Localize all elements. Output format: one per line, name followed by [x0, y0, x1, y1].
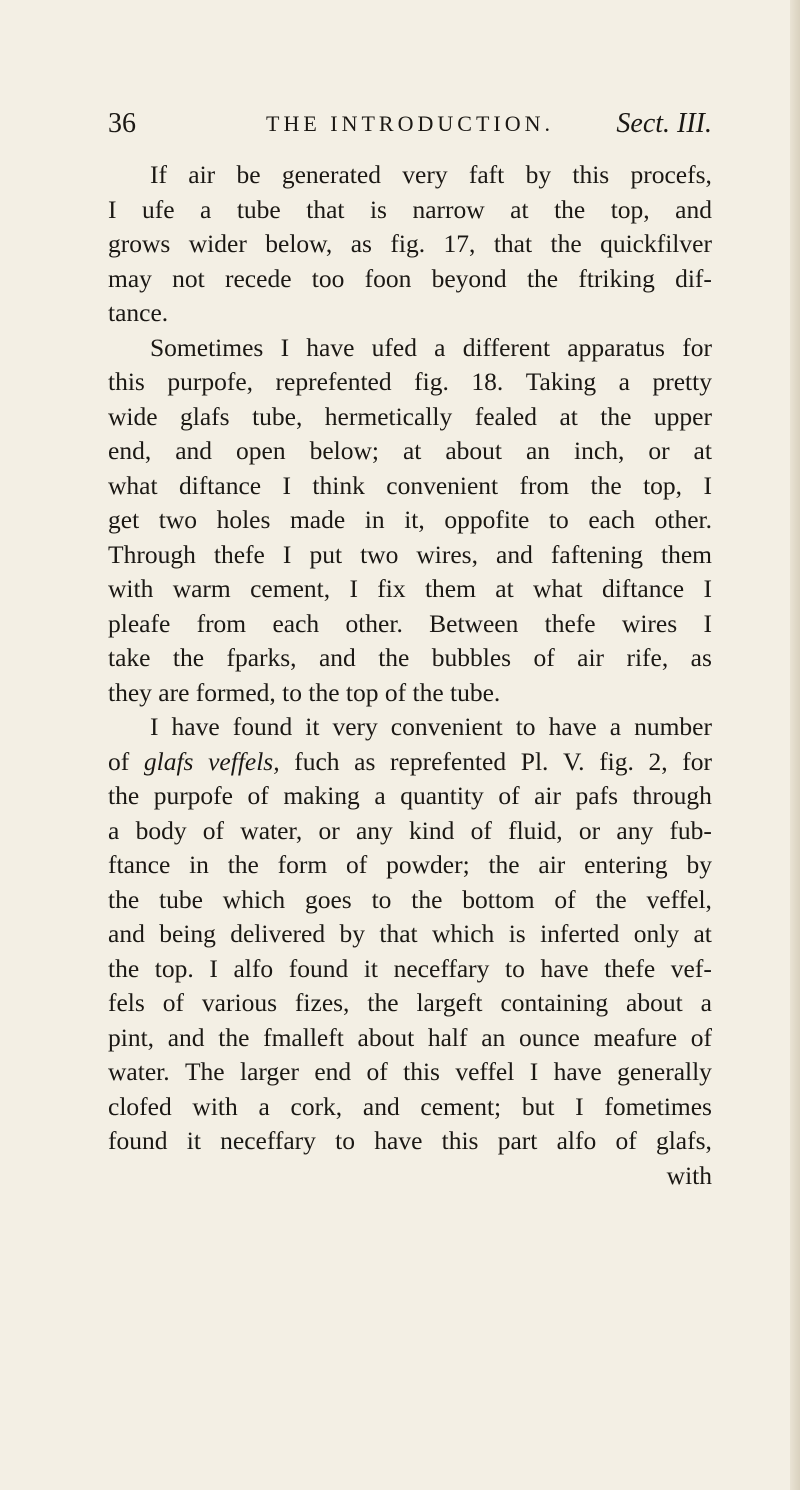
word: veffel — [455, 1057, 515, 1086]
word: kind — [409, 815, 455, 845]
word: wider — [188, 229, 247, 258]
word: what — [108, 470, 158, 500]
word: glafs — [143, 746, 194, 776]
word: by — [525, 160, 552, 189]
word: as — [690, 643, 712, 672]
word: of — [202, 815, 225, 845]
word: faftening — [550, 539, 643, 569]
text-line — [108, 193, 712, 228]
word: of — [554, 884, 576, 914]
word: to — [515, 712, 536, 741]
word: of — [346, 850, 368, 879]
word: water. — [108, 1057, 170, 1086]
word: 2, — [648, 746, 668, 776]
word: various — [201, 988, 277, 1017]
word: meafure — [593, 1022, 678, 1052]
word: upper — [653, 401, 712, 431]
word: body — [135, 815, 187, 845]
word: cement, — [250, 574, 331, 603]
word: of — [690, 1022, 712, 1052]
word: fealed — [474, 401, 537, 431]
text-line — [108, 848, 712, 883]
word: two — [158, 505, 197, 534]
word: the — [411, 884, 443, 914]
text-line — [108, 814, 712, 849]
word: holes — [216, 505, 271, 534]
word: at — [693, 436, 712, 465]
word: this — [108, 367, 145, 396]
word: think — [312, 470, 365, 500]
text-line — [108, 710, 712, 745]
word: and — [362, 1091, 400, 1121]
word: I — [703, 470, 712, 500]
word: clofed — [108, 1091, 172, 1121]
word: to — [371, 884, 392, 914]
word: cork, — [290, 1091, 343, 1121]
word: or — [318, 815, 340, 845]
text-line — [108, 1055, 712, 1090]
text-line — [108, 400, 712, 435]
word: tube — [236, 194, 281, 224]
word: an — [481, 1022, 506, 1052]
word: to — [335, 1126, 356, 1155]
word: it — [186, 1126, 201, 1155]
word: for — [682, 746, 712, 776]
word: two — [360, 539, 399, 569]
word: Pl. — [520, 746, 549, 776]
word: about — [445, 436, 502, 465]
text-line — [108, 469, 712, 504]
word: a — [374, 781, 386, 810]
word: is — [369, 194, 387, 224]
word: from — [196, 608, 247, 638]
word: wires — [621, 608, 678, 638]
word: I — [282, 539, 292, 569]
word: fuch — [294, 746, 340, 776]
text-line — [108, 745, 712, 780]
word: have — [306, 332, 355, 362]
word: that — [306, 194, 345, 224]
word: the — [526, 263, 559, 293]
word: of — [247, 781, 269, 810]
word: ftance — [108, 850, 171, 879]
word: is — [508, 919, 526, 948]
word: any — [355, 815, 393, 845]
word: which — [431, 919, 495, 948]
word: it, — [404, 505, 425, 534]
word: I — [209, 953, 218, 983]
word: I — [349, 574, 358, 603]
word: the — [550, 229, 582, 258]
text-line — [108, 296, 712, 331]
word: top, — [610, 194, 650, 224]
word: diftance — [178, 470, 262, 500]
word: I — [575, 1091, 584, 1121]
word: have — [553, 1057, 602, 1086]
word: that — [379, 919, 418, 948]
word: them — [424, 574, 476, 603]
word: at — [402, 436, 422, 465]
word: air — [534, 781, 561, 810]
word: fig. — [390, 229, 426, 258]
word: for — [682, 332, 712, 362]
word: a — [434, 332, 446, 362]
word: procefs, — [630, 160, 712, 189]
word: number — [634, 712, 712, 741]
word: found — [288, 953, 349, 983]
word: the — [227, 850, 259, 879]
word: I — [703, 574, 712, 603]
word: making — [283, 781, 360, 810]
word: the — [172, 643, 205, 672]
word: and — [318, 643, 356, 672]
word: open — [236, 436, 286, 465]
word: part — [497, 1126, 538, 1155]
word: in — [189, 850, 209, 879]
word: a — [108, 815, 120, 845]
word: of — [108, 746, 130, 776]
word: too — [311, 263, 345, 293]
word: foon — [364, 263, 412, 293]
word: I — [529, 1057, 539, 1086]
word: purpofe — [153, 781, 233, 810]
word: that — [493, 229, 533, 258]
word: a — [200, 194, 212, 224]
word: as — [350, 229, 372, 258]
word: at — [559, 401, 578, 431]
word: and — [108, 919, 145, 948]
word: this — [403, 1057, 440, 1086]
text-line — [108, 365, 712, 400]
word: to — [505, 953, 525, 983]
word: inch, — [574, 436, 625, 465]
page-edge — [790, 0, 800, 1490]
text-line — [108, 986, 712, 1021]
running-header — [108, 103, 712, 145]
line-text: they are formed, to the top of the tube. — [108, 677, 501, 707]
word: dif- — [675, 263, 712, 293]
word: Sometimes — [150, 332, 264, 362]
word: may — [108, 263, 152, 293]
word: the — [218, 1022, 250, 1052]
section-reference: Sect. III. — [616, 108, 712, 139]
word: thefe — [604, 953, 656, 983]
word: of — [366, 1057, 388, 1086]
word: but — [521, 1091, 555, 1121]
word: and — [496, 539, 533, 569]
word: of — [498, 781, 520, 810]
word: the — [554, 194, 586, 224]
word: warm — [172, 574, 231, 603]
word: faft — [468, 160, 505, 189]
line-text: tance. — [108, 298, 169, 327]
word: the — [595, 884, 627, 914]
word: purpofe, — [167, 367, 254, 396]
word: fub- — [669, 815, 712, 845]
word: made — [289, 505, 346, 534]
text-line — [108, 331, 712, 366]
word: largeft — [416, 988, 483, 1017]
word: grows — [108, 229, 171, 258]
word: found — [108, 1126, 168, 1155]
text-line — [108, 262, 712, 297]
word: be — [236, 160, 261, 189]
word: the — [108, 781, 140, 810]
running-head-title: THE INTRODUCTION. — [266, 111, 554, 136]
word: pleafe — [108, 608, 171, 638]
text-line — [108, 572, 712, 607]
word: I — [280, 332, 290, 362]
word: about — [626, 988, 683, 1017]
word: this — [572, 160, 610, 189]
word: any — [616, 815, 654, 845]
text-line — [108, 1159, 712, 1194]
word: have — [171, 712, 220, 741]
word: at — [495, 574, 514, 603]
word: vef- — [670, 953, 712, 983]
word: neceffary — [220, 1126, 316, 1155]
word: air — [577, 643, 605, 672]
word: a — [618, 367, 630, 396]
word: thefe — [544, 608, 596, 638]
word: beyond — [431, 263, 507, 293]
word: form — [277, 850, 328, 879]
word: ufe — [141, 194, 175, 224]
word: other. — [345, 608, 403, 638]
text-line — [108, 641, 712, 676]
word: end, — [108, 436, 152, 465]
word: 17, — [443, 229, 476, 258]
word: I — [150, 712, 159, 741]
word: get — [108, 505, 140, 534]
word: I — [282, 470, 292, 500]
text-line — [108, 503, 712, 538]
word: being — [159, 919, 216, 948]
word: as — [354, 746, 376, 776]
word: Between — [429, 608, 519, 638]
word: or — [648, 436, 670, 465]
word: generated — [281, 160, 381, 189]
word: and — [675, 194, 712, 224]
word: convenient — [386, 470, 499, 500]
word: alfo — [233, 953, 274, 983]
word: the — [108, 884, 140, 914]
word: different — [462, 332, 551, 362]
word: an — [525, 436, 551, 465]
word: I — [703, 608, 712, 638]
word: cement; — [420, 1091, 502, 1121]
word: veffel, — [646, 884, 712, 914]
word: at — [693, 919, 712, 948]
word: glafs — [180, 401, 230, 431]
text-line — [108, 952, 712, 987]
word: pint, — [108, 1022, 155, 1052]
word: If — [150, 160, 167, 189]
word: have — [540, 953, 589, 983]
word: put — [309, 539, 343, 569]
word: very — [402, 160, 448, 189]
word: tube, — [252, 401, 303, 431]
word: below; — [309, 436, 379, 465]
line-text: with — [666, 1160, 712, 1190]
word: fels — [108, 988, 145, 1017]
word: take — [108, 643, 151, 672]
word: quickfilver — [600, 229, 712, 258]
word: apparatus — [567, 332, 665, 362]
word: the — [488, 850, 520, 879]
word: Taking — [525, 367, 597, 396]
word: thefe — [213, 539, 265, 569]
word: air — [538, 850, 566, 879]
text-line — [108, 1090, 712, 1125]
word: which — [222, 884, 286, 914]
word: or — [578, 815, 601, 845]
word: what — [533, 574, 583, 603]
word: it — [363, 953, 378, 983]
word: half — [427, 1022, 468, 1052]
word: end — [314, 1057, 352, 1086]
word: ounce — [518, 1022, 580, 1052]
word: V. — [563, 746, 585, 776]
word: hermetically — [324, 401, 453, 431]
word: bubbles — [431, 643, 512, 672]
word: convenient — [390, 712, 503, 741]
text-line — [108, 607, 712, 642]
word: The — [184, 1057, 225, 1086]
word: at — [510, 194, 529, 224]
word: larger — [239, 1057, 299, 1086]
word: through — [632, 781, 712, 810]
word: wide — [108, 401, 158, 431]
word: glafs, — [655, 1126, 712, 1155]
word: not — [172, 263, 205, 293]
word: goes — [304, 884, 352, 914]
word: and — [167, 1022, 205, 1052]
word: very — [332, 712, 378, 741]
word: containing — [500, 988, 609, 1017]
word: fmalleft — [263, 1022, 344, 1052]
word: fig. — [414, 367, 449, 396]
word: tube — [159, 884, 203, 914]
word: pafs — [575, 781, 619, 810]
word: have — [548, 712, 597, 741]
word: alfo — [556, 1126, 597, 1155]
word: them — [661, 539, 712, 569]
word: with — [108, 574, 154, 603]
text-line — [108, 538, 712, 573]
word: only — [633, 919, 680, 948]
word: the — [378, 643, 410, 672]
text-line — [108, 434, 712, 469]
word: top. — [154, 953, 194, 983]
word: neceffary — [393, 953, 490, 983]
text-line — [108, 227, 712, 262]
word: the — [367, 988, 399, 1017]
word: bottom — [462, 884, 535, 914]
word: fluid, — [508, 815, 563, 845]
word: by — [686, 850, 712, 879]
word: about — [357, 1022, 415, 1052]
word: reprefented — [275, 367, 392, 396]
word: fometimes — [604, 1091, 712, 1121]
word: other. — [654, 505, 712, 534]
word: pretty — [652, 367, 712, 396]
word: fizes, — [294, 988, 350, 1017]
word: each — [272, 608, 320, 638]
text-line — [108, 917, 712, 952]
word: fparks, — [226, 643, 297, 672]
word: top, — [643, 470, 683, 500]
word: Through — [108, 539, 196, 569]
text-line — [108, 883, 712, 918]
word: of — [533, 643, 555, 672]
page-number: 36 — [108, 108, 136, 139]
word: and — [175, 436, 213, 465]
text-line — [108, 1021, 712, 1056]
word: ftriking — [578, 263, 655, 293]
word: a — [700, 988, 712, 1017]
word: each — [588, 505, 636, 534]
word: a — [258, 1091, 270, 1121]
word: water, — [240, 815, 303, 845]
word: fix — [377, 574, 406, 603]
word: with — [192, 1091, 238, 1121]
word: generally — [617, 1057, 712, 1086]
word: fig. — [599, 746, 634, 776]
word: 18. — [471, 367, 504, 396]
word: in — [364, 505, 385, 534]
word: a — [609, 712, 622, 741]
word: below, — [265, 229, 333, 258]
word: wires, — [416, 539, 478, 569]
word: of — [470, 815, 492, 845]
text-line — [108, 1124, 712, 1159]
word: diftance — [601, 574, 685, 603]
word: the — [108, 953, 140, 983]
word: the — [590, 470, 622, 500]
word: ufed — [371, 332, 417, 362]
word: the — [600, 401, 632, 431]
word: to — [548, 505, 569, 534]
word: entering — [584, 850, 668, 879]
word: it — [305, 712, 320, 741]
text-line — [108, 158, 712, 193]
word: air — [188, 160, 216, 189]
word: recede — [225, 263, 292, 293]
body-text — [108, 158, 712, 1193]
word: narrow — [412, 194, 485, 224]
word: from — [519, 470, 570, 500]
word: quantity — [400, 781, 484, 810]
word: rife, — [626, 643, 669, 672]
word: found — [232, 712, 293, 741]
word: inferted — [540, 919, 620, 948]
word: I — [108, 194, 117, 224]
word: oppofite — [444, 505, 530, 534]
word: this — [441, 1126, 479, 1155]
word: powder; — [386, 850, 470, 879]
word: have — [374, 1126, 423, 1155]
word: veffels, — [208, 746, 280, 776]
word: by — [339, 919, 365, 948]
text-line — [108, 676, 712, 711]
word: of — [162, 988, 184, 1017]
text-line — [108, 779, 712, 814]
word: delivered — [230, 919, 326, 948]
word: of — [615, 1126, 637, 1155]
word: reprefented — [390, 746, 507, 776]
